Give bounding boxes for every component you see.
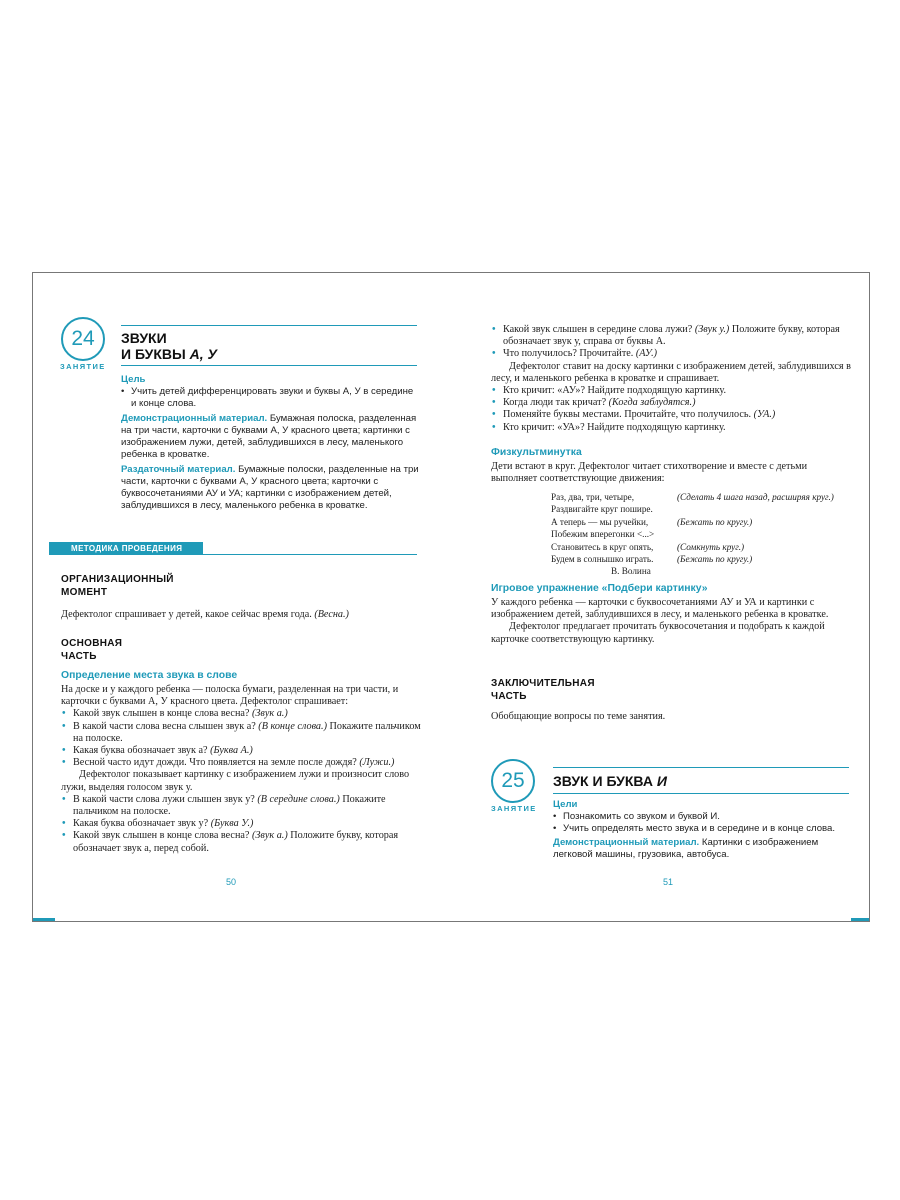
right-text-top [491,324,853,434]
lesson-label: ЗАНЯТИЕ [491,804,537,813]
poem-author: В. Волина [611,566,651,577]
title-line-1: ЗВУКИ [121,330,167,346]
poem-line: Раздвигайте круг пошире. [551,504,653,515]
question-item: • Когда люди так кричат? (Когда заблудятся.) [491,397,853,409]
question-item: • Какой звук слышен в конце слова весна? (Звук а.) [61,708,421,720]
title-rule [553,767,849,768]
goal-label: Цель [121,374,146,385]
lesson-info [121,374,421,512]
paragraph: Дефектолог ставит на доску картинки с изображением детей, заблудившихся в лесу, и маленького ребенка в кроватке и спрашивает. [491,360,851,384]
question-item: • Поменяйте буквы местами. Прочитайте, что получилось. (УА.) [491,409,853,421]
title-rule-bottom [553,793,849,794]
goal-item: • Учить определять место звука и в середине и в конце слова. [553,823,851,835]
poem [551,491,851,578]
title-rule-bottom [121,365,417,366]
lesson-info [553,799,851,861]
handout-material: Раздаточный материал. Бумажные полоски, разделенные на три части, карточки с буквами А, У красного цвета; карточки с буквосочетаниями АУ и УА; картинки с изображением детей, заблудившихся в лесу, маленького ребенка в кроватке. [121,464,419,511]
page-number: 50 [226,877,237,887]
lesson-number-badge: 25 [491,759,535,803]
poem-line: Будем в солнышко играть. (Бежать по кругу.) [551,554,753,565]
question-item: • Какая буква обозначает звук у? (Буква У.) [61,818,421,830]
goal-item: • Познакомить со звуком и буквой И. [553,811,851,823]
goals-label: Цели [553,799,578,810]
page-edge-mark [851,918,869,921]
page-edge-mark [33,918,55,921]
final-heading: ЗАКЛЮЧИТЕЛЬНАЯ ЧАСТЬ [491,678,595,702]
question-item: • Весной часто идут дожди. Что появляется на земле после дождя? (Лужи.) [61,757,421,769]
subsection-title: Определение места звука в слове [61,670,238,681]
method-bar: МЕТОДИКА ПРОВЕДЕНИЯ [49,542,203,555]
question-item: • Кто кричит: «УА»? Найдите подходящую картинку. [491,422,853,434]
fizminutka-title: Физкультминутка [491,447,582,458]
right-page [451,273,869,921]
main-text [61,684,421,855]
poem-line: А теперь — мы ручейки, (Бежать по кругу.) [551,516,753,527]
question-item: • Какой звук слышен в конце слова весна? (Звук а.) Положите букву, которая обозначает звук а, перед собой. [61,830,421,854]
lesson-title: ЗВУК И БУКВА И [553,773,667,789]
page-number: 51 [663,877,674,887]
question-item: • Кто кричит: «АУ»? Найдите подходящую картинку. [491,385,853,397]
lesson-label: ЗАНЯТИЕ [60,362,106,371]
question-item: • В какой части слова лужи слышен звук у? (В середине слова.) Покажите пальчиком на полоске. [61,794,421,818]
fizminutka-text: Дети встают в круг. Дефектолог читает стихотворение и вместе с детьми выполняет соответствующие движения: [491,461,808,485]
question-item: • Какая буква обозначает звук а? (Буква А.) [61,745,421,757]
poem-line: Побежим вперегонки <...> [551,529,655,540]
game-title: Игровое упражнение «Подбери картинку» [491,583,708,594]
intro-text: На доске и у каждого ребенка — полоска бумаги, разделенная на три части, и карточки с буквами А, У красного цвета. Дефектолог спрашивает: [61,684,399,708]
demo-material: Демонстрационный материал. Картинки с изображением легковой машины, грузовика, автобуса. [553,837,819,860]
paragraph: Дефектолог показывает картинку с изображением лужи и произносит слово лужи, выделяя голосом звук у. [61,769,410,793]
final-text: Обобщающие вопросы по теме занятия. [491,711,666,722]
demo-material: Демонстрационный материал. Бумажная полоска, разделенная на три части, карточки с буквами А, У красного цвета; картинки с изображением лужи, детей, заблудившихся в лесу, маленького ребенка в кроватке. [121,413,417,460]
book-spread [32,272,870,922]
question-item: • В какой части слова весна слышен звук а? (В конце слова.) Покажите пальчиком на полоске. [61,721,421,745]
title-line-2: И БУКВЫ А, У [121,346,218,362]
question-item: • Какой звук слышен в середине слова лужи? (Звук у.) Положите букву, которая обозначает звук у, справа от буквы А. [491,324,853,348]
question-item: • Что получилось? Прочитайте. (АУ.) [491,348,853,360]
left-page [33,273,451,921]
game-text: У каждого ребенка — карточки с буквосочетаниями АУ и УА и картинки с изображением детей, заблудившихся в лесу, и маленького ребенка в кроватке. Дефектолог предлагает прочитать буквосочетания и подобрать к каждой карточке соответствующую картинку. [491,597,829,645]
poem-line: Становитесь в круг опять, (Сомкнуть круг.) [551,541,745,552]
title-rule [121,325,417,326]
org-heading: ОРГАНИЗАЦИОННЫЙ МОМЕНТ [61,574,174,598]
main-heading: ОСНОВНАЯ ЧАСТЬ [61,638,123,662]
method-rule [203,554,417,555]
goal-item: • Учить детей дифференцировать звуки и буквы А, У в середине и конце слова. [121,386,421,410]
poem-line: Раз, два, три, четыре, (Сделать 4 шага назад, расширяя круг.) [551,492,834,502]
lesson-title [121,330,217,362]
lesson-number-badge: 24 [61,317,105,361]
org-text: Дефектолог спрашивает у детей, какое сейчас время года. (Весна.) [61,609,349,620]
